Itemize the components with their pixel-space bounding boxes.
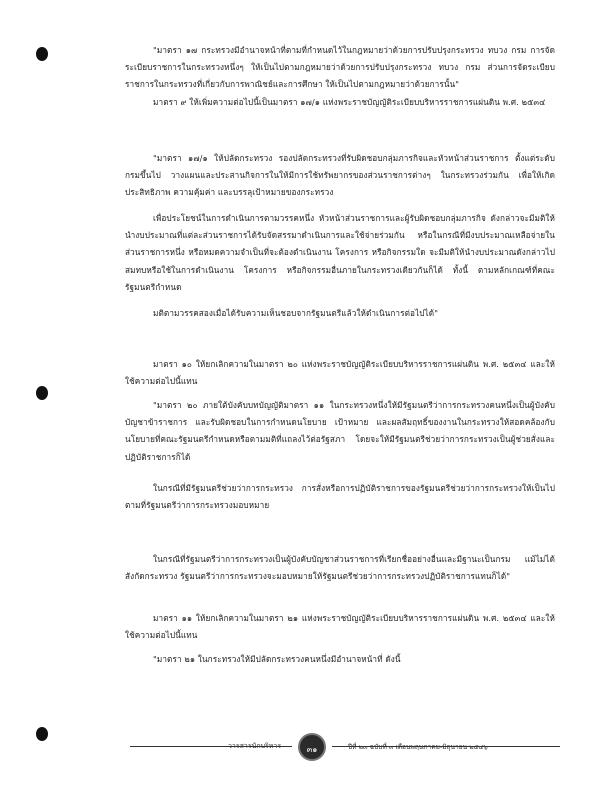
punch-hole-bottom <box>36 727 48 741</box>
paragraph: มาตรา ๑๐ ให้ยกเลิกความในมาตรา ๒๐ แห่งพระราชบัญญัติระเบียบบริหารราชการแผ่นดิน พ.ศ. ๒๕๓๔ และให้ใช้ความต่อไปนี้แทน <box>125 359 555 387</box>
paragraph-section-20 <box>125 397 555 466</box>
paragraph: มาตรา ๑๑ ให้ยกเลิกความในมาตรา ๒๑ แห่งพระราชบัญญัติระเบียบบริหารราชการแผ่นดิน พ.ศ. ๒๕๓๔ และให้ใช้ความต่อไปนี้แทน <box>125 613 555 641</box>
paragraph-section-20-clause-3 <box>125 551 555 585</box>
paragraph: "มาตรา ๑๗ กระทรวงมีอำนาจหน้าที่ตามที่กำหนดไว้ในกฎหมายว่าด้วยการปรับปรุงกระทรวง ทบวง กรม การจัดระเบียบราชการในกระทรวงหนึ่งๆ ให้เป็นไปตามกฎหมายว่าด้วยการปรับปรุงกระทรวง ทบวง กรม ส่วนการจัดระเบียบราชการในกระทรวงที่เกี่ยวกับการพาณิชย์และการศึกษา ให้เป็นไปตามกฎหมายว่าด้วยการนั้น" <box>125 45 555 90</box>
paragraph-section-20-clause-2 <box>125 480 555 514</box>
page-footer <box>130 733 560 763</box>
paragraph-section-11 <box>125 610 555 644</box>
paragraph-section-9 <box>125 94 555 111</box>
punch-hole-top <box>36 47 48 61</box>
paragraph: เพื่อประโยชน์ในการดำเนินการตามวรรคหนึ่ง หัวหน้าส่วนราชการและผู้รับผิดชอบกลุ่มภารกิจ ดังกล่าวจะมีมติให้นำงบประมาณที่แต่ละส่วนราชการได้รับจัดสรรมาดำเนินการและใช้จ่ายร่วมกัน หรือในกรณีที่มีงบประมาณเหลือจ่ายในส่วนราชการหนึ่ง หรือหมดความจำเป็นที่จะต้องดำเนินงาน โครงการ หรือกิจกรรมใด จะมีมติให้นำงบประมาณดังกล่าวไปสมทบหรือใช้ในการดำเนินงาน โครงการ หรือกิจกรรมอื่นภายในกระทรวงเดียวกันก็ได้ ทั้งนี้ ตามหลักเกณฑ์ที่คณะรัฐมนตรีกำหนด <box>125 213 555 292</box>
punch-hole-middle <box>36 386 48 400</box>
paragraph: "มาตรา ๒๑ ในกระทรวงให้มีปลัดกระทรวงคนหนึ่งมีอำนาจหน้าที่ ดังนี้ <box>153 654 401 664</box>
issue-info: ปีที่ ๒๓ ฉบับที่ ๓ เดือนพฤษภาคม-มิถุนายน ๒๕๔๖ <box>348 743 488 751</box>
page-number-badge <box>298 733 326 761</box>
paragraph-section-17-1 <box>125 150 555 202</box>
paragraph: ในกรณีที่รัฐมนตรีว่าการกระทรวงเป็นผู้บังคับบัญชาส่วนราชการที่เรียกชื่ออย่างอื่นและมีฐานะเป็นกรม แม้ไม่ได้สังกัดกระทรวง รัฐมนตรีว่าการกระทรวงจะมอบหมายให้รัฐมนตรีช่วยว่าการกระทรวงปฏิบัติราชการแทนก็ได้" <box>125 554 555 582</box>
journal-name: วารสารนักบริหาร <box>228 742 282 750</box>
paragraph: "มาตรา ๒๐ ภายใต้บังคับบทบัญญัติมาตรา ๑๑ ในกระทรวงหนึ่งให้มีรัฐมนตรีว่าการกระทรวงคนหนึ่งเป็นผู้บังคับบัญชาข้าราชการ และรับผิดชอบในการกำหนดนโยบาย เป้าหมาย และผลสัมฤทธิ์ของงานในกระทรวงให้สอดคล้องกับนโยบายที่คณะรัฐมนตรีกำหนดหรือตามมติที่แถลงไว้ต่อรัฐสภา โดยจะให้มีรัฐมนตรีช่วยว่าการกระทรวงเป็นผู้ช่วยสั่งและปฏิบัติราชการก็ได้ <box>125 400 555 462</box>
paragraph-section-21 <box>125 651 555 668</box>
page-number: ๓๑ <box>306 745 318 754</box>
paragraph-section-17-1-clause-2 <box>125 210 555 296</box>
paragraph-section-17-1-clause-3 <box>125 305 555 322</box>
paragraph: มติตามวรรคสองเมื่อได้รับความเห็นชอบจากรัฐมนตรีแล้วให้ดำเนินการต่อไปได้" <box>153 308 439 318</box>
paragraph: ในกรณีที่มีรัฐมนตรีช่วยว่าการกระทรวง การสั่งหรือการปฏิบัติราชการของรัฐมนตรีช่วยว่าการกระทรวงให้เป็นไปตามที่รัฐมนตรีว่าการกระทรวงมอบหมาย <box>125 483 555 511</box>
paragraph: มาตรา ๙ ให้เพิ่มความต่อไปนี้เป็นมาตรา ๑๗/๑ แห่งพระราชบัญญัติระเบียบบริหารราชการแผ่นดิน พ.ศ. ๒๕๓๔ <box>153 97 546 107</box>
paragraph: "มาตรา ๑๗/๑ ให้ปลัดกระทรวง รองปลัดกระทรวงที่รับผิดชอบกลุ่มภารกิจและหัวหน้าส่วนราชการ ตั้งแต่ระดับกรมขึ้นไป วางแผนและประสานกิจการในให้มีการใช้ทรัพยากรของส่วนราชการต่างๆ ในกระทรวงร่วมกัน เพื่อให้เกิดประสิทธิภาพ ความคุ้มค่า และบรรลุเป้าหมายของกระทรวง <box>125 153 555 198</box>
paragraph-section-10 <box>125 356 555 390</box>
paragraph-section-17 <box>125 42 555 94</box>
